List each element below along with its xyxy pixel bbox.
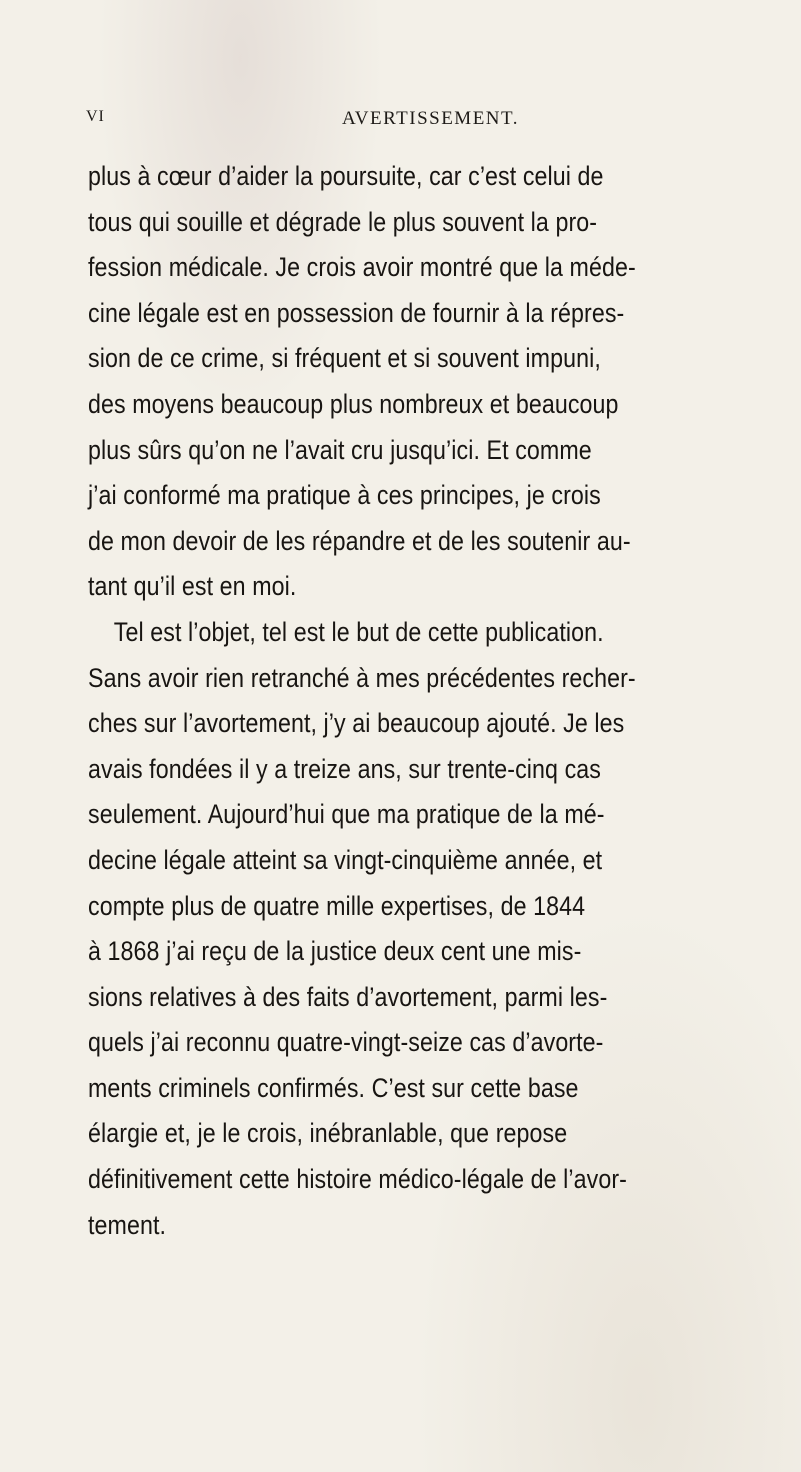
page-number: VI bbox=[86, 108, 105, 125]
text-line: élargie et, je le crois, inébranlable, que repose bbox=[88, 1118, 568, 1149]
text-line: tement. bbox=[88, 1209, 167, 1240]
text-line: des moyens beaucoup plus nombreux et beaucoup bbox=[88, 388, 619, 419]
text-line: de mon devoir de les répandre et de les soutenir au- bbox=[88, 525, 631, 556]
body-text bbox=[88, 154, 758, 1248]
text-line: avais fondées il y a treize ans, sur trente-cinq cas bbox=[88, 753, 601, 784]
text-line: sions relatives à des faits d’avortement, parmi les- bbox=[88, 981, 608, 1012]
text-line: j’ai conformé ma pratique à ces principes, je crois bbox=[88, 480, 601, 511]
text-line: plus à cœur d’aider la poursuite, car c’est celui de bbox=[88, 161, 604, 191]
text-line: compte plus de quatre mille expertises, de 1844 bbox=[88, 890, 586, 921]
text-line: Sans avoir rien retranché à mes précédentes recher- bbox=[88, 662, 636, 693]
text-line: tant qu’il est en moi. bbox=[88, 571, 297, 602]
text-line: plus sûrs qu’on ne l’avait cru jusqu’ici. Et comme bbox=[88, 434, 592, 465]
running-title: AVERTISSEMENT. bbox=[342, 108, 519, 129]
text-line: définitivement cette histoire médico-légale de l’avor- bbox=[88, 1164, 627, 1195]
paragraph-start-line: Tel est l’objet, tel est le but de cette publication. bbox=[113, 616, 604, 647]
text-line: ments criminels confirmés. C’est sur cette base bbox=[88, 1072, 579, 1103]
page-header bbox=[86, 108, 736, 138]
text-line: tous qui souille et dégrade le plus souvent la pro- bbox=[88, 206, 598, 237]
text-line: cine légale est en possession de fournir à la répres- bbox=[88, 297, 625, 328]
text-line: seulement. Aujourd’hui que ma pratique de la mé- bbox=[88, 799, 605, 830]
text-line: quels j’ai reconnu quatre-vingt-seize cas d’avorte- bbox=[88, 1027, 604, 1058]
text-line: decine légale atteint sa vingt-cinquième année, et bbox=[88, 844, 603, 875]
text-line: sion de ce crime, si fréquent et si souvent impuni, bbox=[88, 343, 601, 374]
text-line: ches sur l’avortement, j’y ai beaucoup ajouté. Je les bbox=[88, 708, 625, 739]
text-line: à 1868 j’ai reçu de la justice deux cent une mis- bbox=[88, 936, 582, 967]
text-line: fession médicale. Je crois avoir montré que la méde- bbox=[88, 252, 636, 283]
